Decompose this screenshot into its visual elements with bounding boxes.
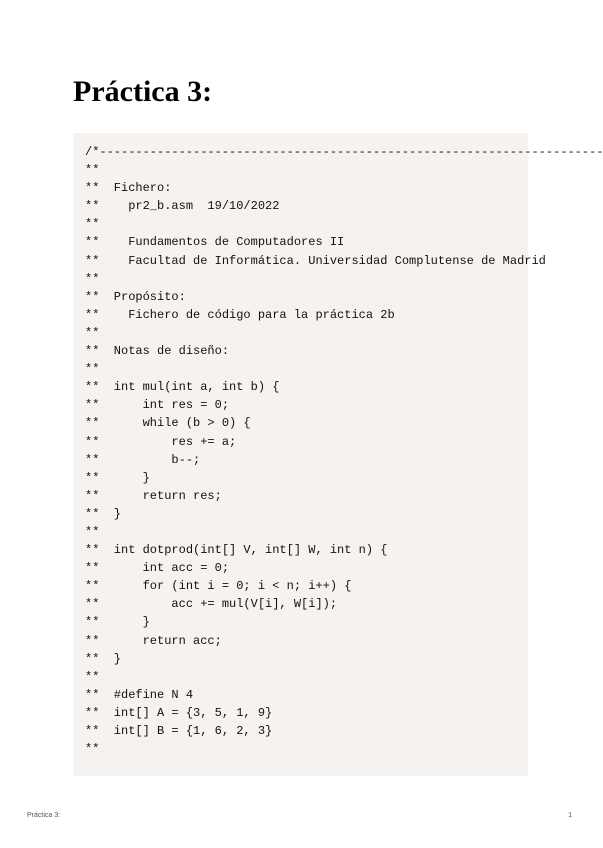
code-line: ** b--;	[85, 452, 201, 467]
code-line: ** return res;	[85, 488, 222, 503]
code-line: ** }	[85, 470, 150, 485]
footer-title: Práctica 3:	[27, 812, 61, 819]
code-line: ** int mul(int a, int b) {	[85, 380, 280, 395]
page-title: Práctica 3:	[73, 75, 213, 108]
code-line: **	[85, 524, 100, 539]
code-line: ** Facultad de Informática. Universidad Complutense de Madrid	[85, 253, 546, 268]
code-line: ** int dotprod(int[] V, int[] W, int n) {	[85, 543, 388, 558]
code-line: ** }	[85, 506, 122, 521]
code-line: ** acc += mul(V[i], W[i]);	[85, 597, 338, 612]
code-line: ** res += a;	[85, 434, 237, 449]
code-line: ** }	[85, 615, 150, 630]
code-line: ** Fichero:	[85, 181, 172, 196]
code-line: **	[85, 362, 100, 377]
code-line: **	[85, 271, 100, 286]
code-line: ** }	[85, 651, 122, 666]
code-line: ** #define N 4	[85, 687, 194, 702]
code-line: ** Fundamentos de Computadores II	[85, 235, 345, 250]
code-line: ** int[] B = {1, 6, 2, 3}	[85, 724, 273, 738]
code-line: ** int res = 0;	[85, 398, 230, 413]
code-line: **	[85, 742, 100, 757]
code-line: ** Propósito:	[85, 289, 186, 304]
code-line: **	[85, 325, 100, 340]
code-line: ** Fichero de código para la práctica 2b	[85, 307, 395, 322]
code-line: ** int[] A = {3, 5, 1, 9}	[85, 705, 273, 720]
page-number: 1	[568, 812, 572, 819]
code-line: **	[85, 217, 100, 232]
code-block	[73, 133, 603, 776]
code-line: ** for (int i = 0; i < n; i++) {	[85, 579, 352, 594]
code-line: **	[85, 669, 100, 684]
code-listing	[85, 143, 603, 758]
code-line: **	[85, 163, 100, 178]
code-line: ** int acc = 0;	[85, 561, 230, 576]
code-line: ** return acc;	[85, 633, 222, 648]
code-line: ** Notas de diseño:	[85, 344, 230, 359]
code-line: /*----------------------------------------------------------------------	[85, 145, 603, 159]
code-line: ** pr2_b.asm 19/10/2022	[85, 199, 280, 214]
code-line: ** while (b > 0) {	[85, 416, 251, 431]
